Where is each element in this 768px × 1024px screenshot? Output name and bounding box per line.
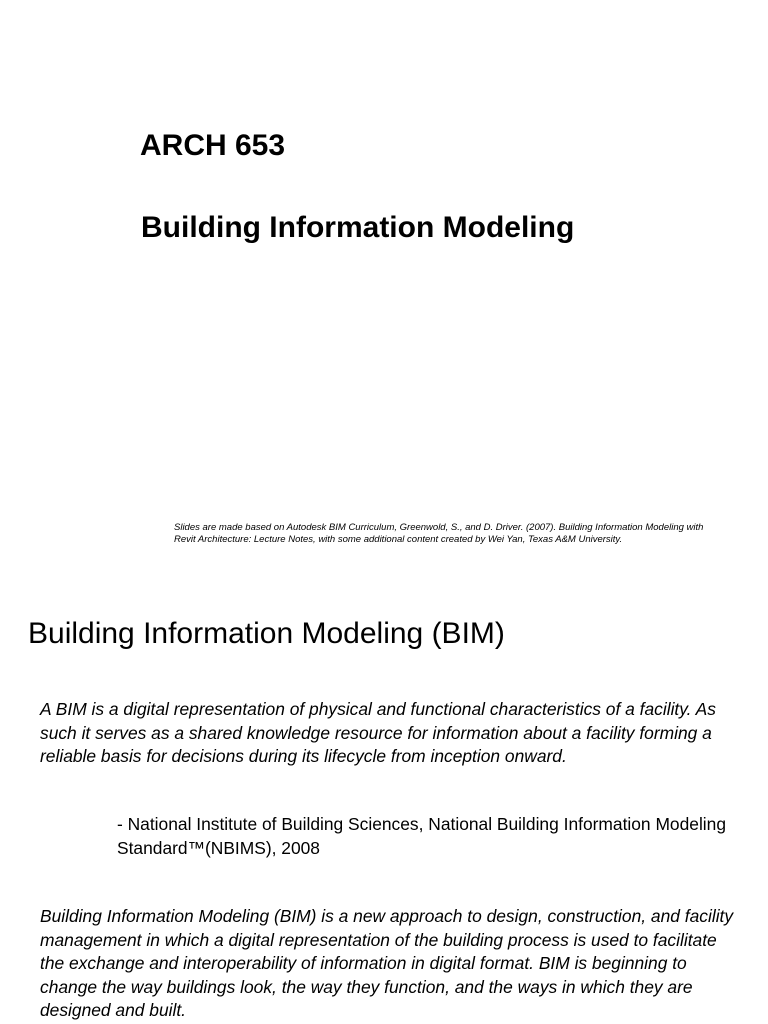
bim-definition-slide (0, 600, 768, 1024)
course-code: ARCH 653 (140, 129, 286, 162)
bim-definition-quote: A BIM is a digital representation of physical and functional characteristics of a facility. As such it serves as a shared knowledge resource for information about a facility forming a reliable basis for decisions during its lifecycle from inception onward. (40, 699, 716, 766)
bim-description: Building Information Modeling (BIM) is a new approach to design, construction, and facility management in which a digital representation of the building process is used to facilitate the exchange and interoperability of information in digital format. BIM is beginning to change the way buildings look, the way they function, and the ways in which they are designed and built. (40, 906, 734, 1020)
quote-attribution: - National Institute of Building Sciences, National Building Information Modeling Standard™(NBIMS), 2008 (117, 814, 727, 858)
slide-heading: Building Information Modeling (BIM) (28, 617, 505, 650)
credit-note: Slides are made based on Autodesk BIM Curriculum, Greenwold, S., and D. Driver. (2007). Building Information Modeling with Revit Architecture: Lecture Notes, with some additional content created by Wei Yan, Texas A&M University. (174, 522, 704, 545)
course-title: Building Information Modeling (141, 211, 575, 244)
